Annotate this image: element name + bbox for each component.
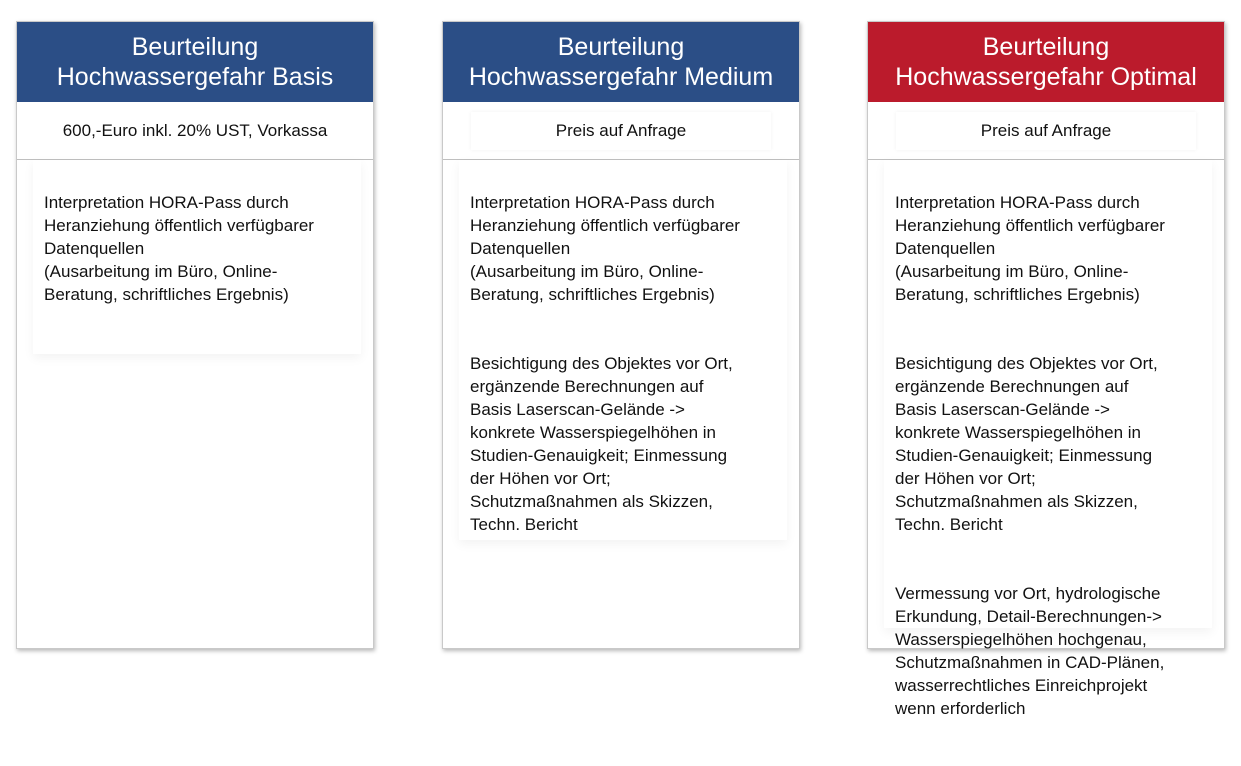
feature-text: Interpretation HORA-Pass durch Heranziehung öffentlich verfügbarer Datenquellen (Ausarbeitung im Büro, Online- Beratung, schriftliches Ergebnis) <box>44 193 314 304</box>
feature-text: Interpretation HORA-Pass durch Heranziehung öffentlich verfügbarer Datenquellen (Ausarbeitung im Büro, Online- Beratung, schriftliches Ergebnis) <box>470 193 740 304</box>
plan-body <box>17 160 373 650</box>
plan-price: 600,-Euro inkl. 20% UST, Vorkassa <box>62 120 328 140</box>
plan-header-basis <box>17 22 373 102</box>
plan-body <box>443 160 799 650</box>
plan-header-medium <box>443 22 799 102</box>
plan-title-line2: Hochwassergefahr Basis <box>56 63 334 91</box>
feature-text: Vermessung vor Ort, hydrologische Erkundung, Detail-Berechnungen-> Wasserspiegelhöhen hochgenau, Schutzmaßnahmen in CAD-Plänen, wasserrechtliches Einreichprojekt wenn erforderlich <box>895 584 1165 718</box>
feature-text: Besichtigung des Objektes vor Ort, ergänzende Berechnungen auf Basis Laserscan-Gelände -> konkrete Wasserspiegelhöhen in Studien-Genauigkeit; Einmessung der Höhen vor Ort; Schutzmaßnahmen als Skizzen, Techn. Bericht <box>895 354 1158 534</box>
price-box <box>471 112 771 150</box>
plan-description <box>470 168 788 582</box>
plan-price-row <box>17 102 373 160</box>
plan-title-line2: Hochwassergefahr Medium <box>468 63 774 91</box>
plan-body <box>868 160 1224 718</box>
feature-text: Besichtigung des Objektes vor Ort, ergänzende Berechnungen auf Basis Laserscan-Gelände -> konkrete Wasserspiegelhöhen in Studien-Genauigkeit; Einmessung der Höhen vor Ort; Schutzmaßnahmen als Skizzen, Techn. Bericht <box>470 354 733 534</box>
plan-card-optimal <box>867 21 1225 718</box>
plan-title-line1: Beurteilung <box>557 33 685 61</box>
price-box <box>896 112 1196 150</box>
plan-title-line1: Beurteilung <box>131 33 259 61</box>
plan-price-row <box>443 102 799 160</box>
plan-price: Preis auf Anfrage <box>980 120 1112 140</box>
plan-header-optimal <box>868 22 1224 102</box>
plan-title-line1: Beurteilung <box>982 33 1110 61</box>
plan-price: Preis auf Anfrage <box>555 120 687 140</box>
plan-description <box>895 168 1213 766</box>
feature-text: Interpretation HORA-Pass durch Heranziehung öffentlich verfügbarer Datenquellen (Ausarbeitung im Büro, Online- Beratung, schriftliches Ergebnis) <box>895 193 1165 304</box>
plan-description <box>44 168 362 352</box>
plan-title-line2: Hochwassergefahr Optimal <box>895 63 1197 91</box>
plan-card-medium <box>442 21 800 649</box>
plan-price-row <box>868 102 1224 160</box>
plan-card-basis <box>16 21 374 649</box>
